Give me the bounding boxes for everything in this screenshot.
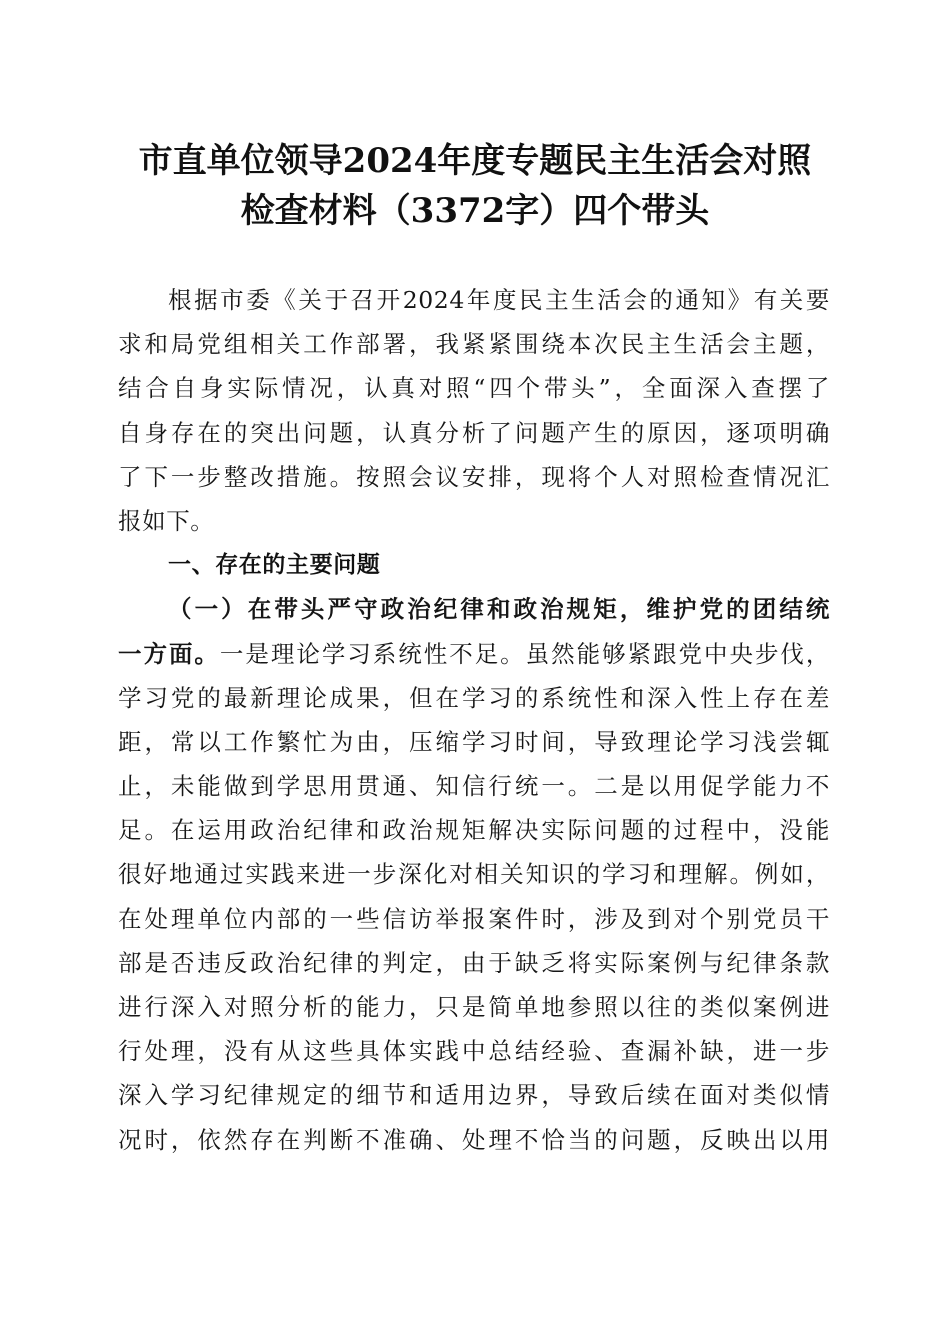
subsection-line-2	[118, 632, 830, 676]
document-body	[118, 278, 830, 1162]
intro-line-5: 了下一步整改措施。按照会议安排，现将个人对照检查情况汇	[118, 462, 830, 491]
body-line-11: 况时，依然存在判断不准确、处理不恰当的问题，反映出以用	[118, 1125, 830, 1154]
body-line-4: 足。在运用政治纪律和政治规矩解决实际问题的过程中，没能	[118, 816, 830, 845]
section-heading: 一、存在的主要问题	[168, 552, 381, 579]
intro-line-2: 求和局党组相关工作部署，我紧紧围绕本次民主生活会主题，	[118, 330, 830, 359]
body-line-2: 距，常以工作繁忙为由，压缩学习时间，导致理论学习浅尝辄	[118, 727, 830, 756]
intro-line-3: 结合自身实际情况，认真对照“四个带头”，全面深入查摆了	[118, 374, 830, 403]
subsection-title-part-2: 一方面。	[118, 639, 220, 668]
body-line-10: 深入学习纪律规定的细节和适用边界，导致后续在面对类似情	[118, 1081, 830, 1110]
body-line-1: 学习党的最新理论成果，但在学习的系统性和深入性上存在差	[118, 683, 830, 712]
subsection-title-part-1: （一）在带头严守政治纪律和政治规矩，维护党的团结统	[168, 595, 830, 624]
intro-line-6: 报如下。	[118, 506, 215, 535]
subsection-line-1	[118, 587, 830, 631]
title-line-1: 市直单位领导2024年度专题民主生活会对照	[138, 141, 812, 181]
body-line-7: 部是否违反政治纪律的判定，由于缺乏将实际案例与纪律条款	[118, 948, 830, 977]
title-line-2: 检查材料（3372字）四个带头	[240, 191, 710, 231]
body-line-9: 行处理，没有从这些具体实践中总结经验、查漏补缺，进一步	[118, 1037, 830, 1066]
subsection-text-start: 一是理论学习系统性不足。虽然能够紧跟党中央步伐，	[219, 639, 830, 668]
body-line-6: 在处理单位内部的一些信访举报案件时，涉及到对个别党员干	[118, 904, 830, 933]
body-line-5: 很好地通过实践来进一步深化对相关知识的学习和理解。例如，	[118, 860, 830, 889]
body-line-8: 进行深入对照分析的能力，只是简单地参照以往的类似案例进	[118, 993, 830, 1021]
body-line-3: 止，未能做到学思用贯通、知信行统一。二是以用促学能力不	[118, 772, 830, 801]
intro-line-1: 根据市委《关于召开2024年度民主生活会的通知》有关要	[168, 286, 830, 314]
intro-line-4: 自身存在的突出问题，认真分析了问题产生的原因，逐项明确	[118, 418, 830, 447]
document-title	[90, 136, 860, 236]
